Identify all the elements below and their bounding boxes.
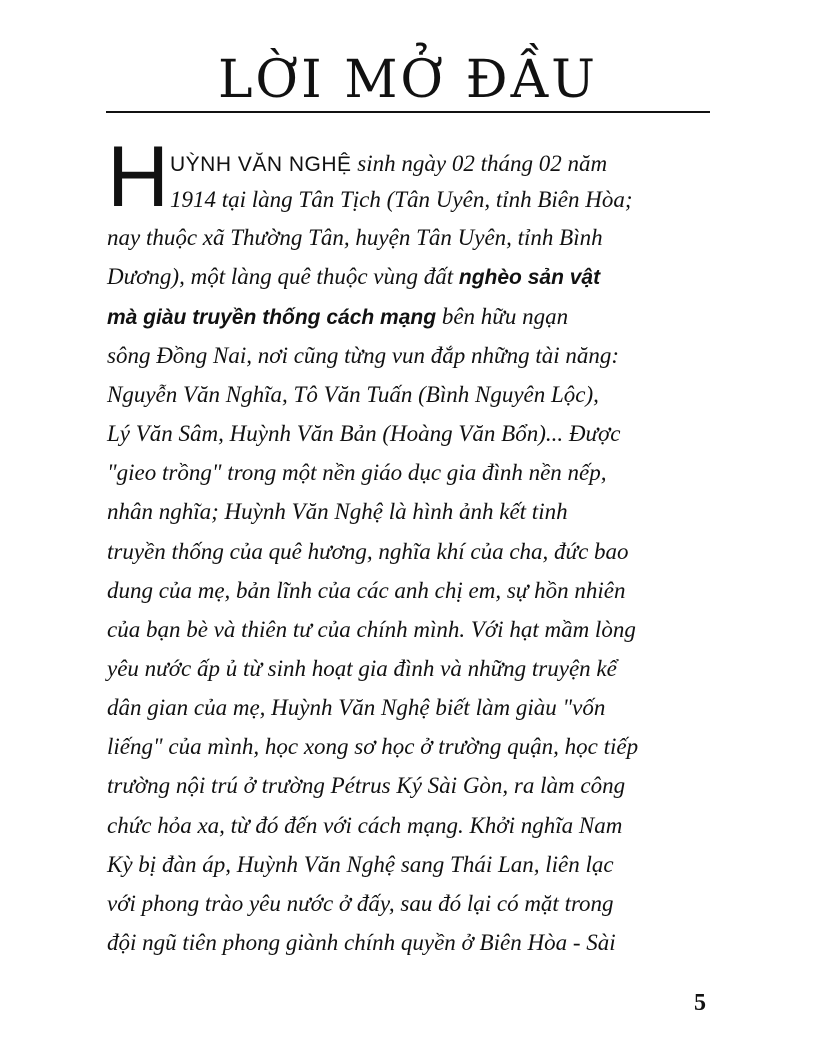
author-name-smallcaps: UỲNH VĂN NGHỆ <box>170 153 352 176</box>
line-5-text: bên hữu ngạn <box>436 304 569 329</box>
paragraph-line-4 <box>107 259 600 296</box>
paragraph-line-18: chức hỏa xa, từ đó đến với cách mạng. Khởi nghĩa Nam <box>107 813 623 838</box>
paragraph-line-2: 1914 tại làng Tân Tịch (Tân Uyên, tỉnh Biên Hòa; <box>170 187 633 212</box>
emphasis-text: nghèo sản vật <box>458 266 601 289</box>
paragraph-line-8: Lý Văn Sâm, Huỳnh Văn Bản (Hoàng Văn Bổn)... Được <box>107 421 621 446</box>
paragraph-line-17: trường nội trú ở trường Pétrus Ký Sài Gòn, ra làm công <box>107 773 626 798</box>
drop-cap: H <box>107 129 170 225</box>
paragraph-line-11: truyền thống của quê hương, nghĩa khí của cha, đức bao <box>107 539 629 564</box>
paragraph-line-1 <box>170 146 607 183</box>
paragraph-line-9: "gieo trồng" trong một nền giáo dục gia đình nền nếp, <box>107 460 607 485</box>
line-1-rest: sinh ngày 02 tháng 02 năm <box>351 151 608 176</box>
title-divider <box>106 111 710 113</box>
paragraph-line-7: Nguyễn Văn Nghĩa, Tô Văn Tuấn (Bình Nguyên Lộc), <box>107 382 599 407</box>
paragraph-line-16: liếng" của mình, học xong sơ học ở trường quận, học tiếp <box>107 734 639 759</box>
paragraph-line-13: của bạn bè và thiên tư của chính mình. Với hạt mầm lòng <box>107 617 636 642</box>
paragraph-line-6: sông Đồng Nai, nơi cũng từng vun đắp những tài năng: <box>107 343 620 368</box>
paragraph-line-20: với phong trào yêu nước ở đấy, sau đó lại có mặt trong <box>107 891 614 916</box>
line-4-text: Dương), một làng quê thuộc vùng đất <box>107 264 459 289</box>
paragraph-line-3: nay thuộc xã Thường Tân, huyện Tân Uyên, tỉnh Bình <box>107 225 603 250</box>
paragraph-line-5 <box>107 299 568 336</box>
paragraph-line-21: đội ngũ tiên phong giành chính quyền ở Biên Hòa - Sài <box>107 930 616 955</box>
paragraph-line-19: Kỳ bị đàn áp, Huỳnh Văn Nghệ sang Thái Lan, liên lạc <box>107 852 614 877</box>
emphasis-text: mà giàu truyền thống cách mạng <box>107 306 437 329</box>
paragraph-line-10: nhân nghĩa; Huỳnh Văn Nghệ là hình ảnh kết tinh <box>107 499 568 524</box>
page-number: 5 <box>694 990 706 1016</box>
page-title: LỜI MỞ ĐẦU <box>218 50 598 110</box>
paragraph-line-12: dung của mẹ, bản lĩnh của các anh chị em, sự hồn nhiên <box>107 578 626 603</box>
paragraph-line-15: dân gian của mẹ, Huỳnh Văn Nghệ biết làm giàu "vốn <box>107 695 606 720</box>
paragraph-line-14: yêu nước ấp ủ từ sinh hoạt gia đình và những truyện kể <box>107 656 617 681</box>
